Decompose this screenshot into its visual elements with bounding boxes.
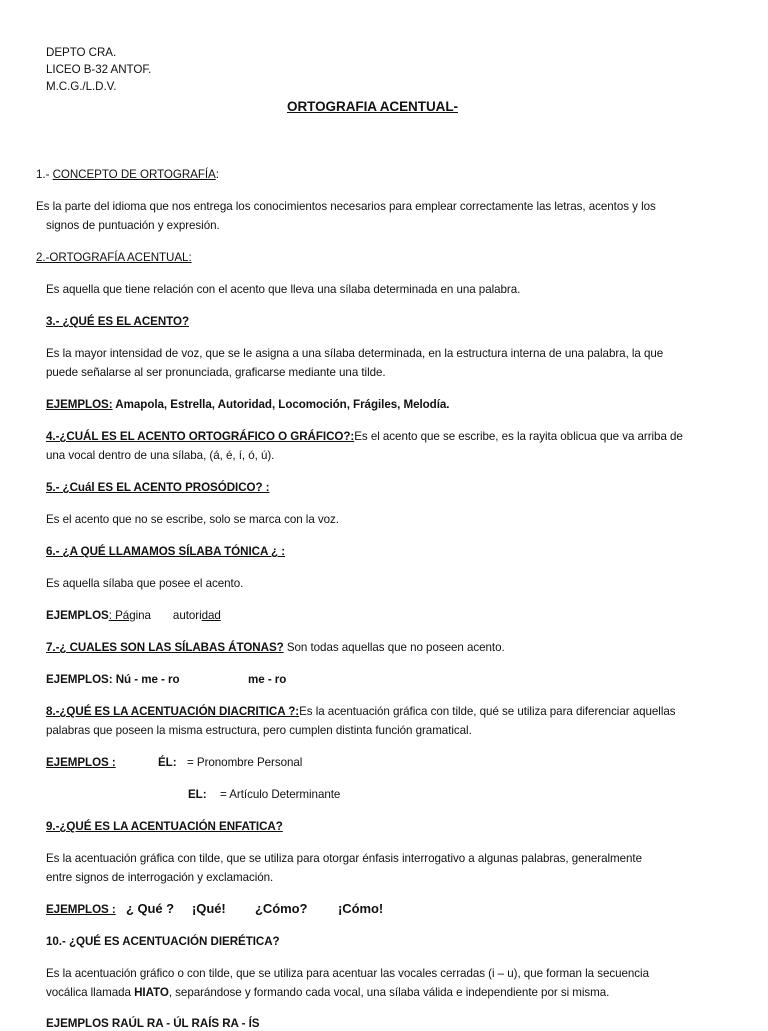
header-department: DEPTO CRA. <box>46 46 117 59</box>
section-8-example-2-definition: = Artículo Determinante <box>220 788 341 801</box>
section-4-line-1 <box>46 429 683 444</box>
section-2-text: Es aquella que tiene relación con el acento que lleva una sílaba determinada en una palabra. <box>46 283 521 296</box>
section-3-examples-text: Amapola, Estrella, Autoridad, Locomoción, Frágiles, Melodía. <box>112 398 450 411</box>
section-7-text: Son todas aquellas que no poseen acento. <box>283 641 505 654</box>
section-8-text-line-2: palabras que poseen la misma estructura, pero cumplen distinta función gramatical. <box>46 724 472 737</box>
section-7-heading: 7.-¿ CUALES SON LAS SÍLABAS ÁTONAS? <box>46 641 284 654</box>
section-9-text-line-1: Es la acentuación gráfica con tilde, que se utiliza para otorgar énfasis interrogativo a algunas palabras, generalmente <box>46 852 643 865</box>
section-5-text: Es el acento que no se escribe, solo se marca con la voz. <box>46 513 339 526</box>
section-6-example-1-tonic: : Pá <box>108 609 130 622</box>
section-10-heading: 10.- ¿QUÉ ES ACENTUACIÓN DIERÉTICA? <box>46 935 280 948</box>
section-1-number: 1.- <box>36 168 53 181</box>
section-3-heading: 3.- ¿QUÉ ES EL ACENTO? <box>46 315 189 328</box>
section-1-text-line-1: Es la parte del idioma que nos entrega los conocimientos necesarios para emplear correctamente las letras, acentos y los <box>36 200 656 213</box>
section-9-example-3: ¿Cómo? <box>255 901 308 916</box>
section-9-heading: 9.-¿QUÉ ES LA ACENTUACIÓN ENFATICA? <box>46 820 283 833</box>
section-1-text-line-2: signos de puntuación y expresión. <box>46 219 220 232</box>
section-3-examples <box>46 397 449 412</box>
section-10-text-line-2 <box>46 985 609 1000</box>
section-6-examples-label: EJEMPLOS <box>46 609 109 622</box>
section-4-text-line-2: una vocal dentro de una sílaba, (á, é, í, ó, ú). <box>46 449 275 462</box>
section-3-text-line-1: Es la mayor intensidad de voz, que se le asigna a una sílaba determinada, en la estructura interna de una palabra, la que <box>46 347 664 360</box>
section-9-example-2: ¡Qué! <box>192 901 226 916</box>
section-5-heading: 5.- ¿Cuál ES EL ACENTO PROSÓDICO? : <box>46 481 270 494</box>
section-6-heading: 6.- ¿A QUÉ LLAMAMOS SÍLABA TÓNICA ¿ : <box>46 545 286 558</box>
section-10-text-line-2-end: , separándose y formando cada vocal, una sílaba válida e independiente por si misma. <box>168 986 610 999</box>
section-10-text-line-1: Es la acentuación gráfico o con tilde, que se utiliza para acentuar las vocales cerradas (i – u), que forman la secuencia <box>46 967 649 980</box>
section-6-text: Es aquella sílaba que posee el acento. <box>46 577 244 590</box>
header-school: LICEO B-32 ANTOF. <box>46 63 152 76</box>
section-8-examples-label: EJEMPLOS : <box>46 756 116 769</box>
section-2-heading: 2.-ORTOGRAFÍA ACENTUAL: <box>36 251 192 264</box>
section-6-example-2-tonic: dad <box>201 609 221 622</box>
section-1-heading <box>36 167 219 182</box>
section-7-example-2: me - ro <box>248 673 287 686</box>
section-1-colon: : <box>215 168 219 181</box>
section-7-example-1: EJEMPLOS: Nú - me - ro <box>46 673 180 686</box>
section-8-example-2-word: EL: <box>188 788 207 801</box>
section-8-heading: 8.-¿QUÉ ES LA ACENTUACIÓN DIACRITICA ?: <box>46 705 300 718</box>
section-1-title: CONCEPTO DE ORTOGRAFÍA <box>52 168 216 181</box>
header-initials: M.C.G./L.D.V. <box>46 80 117 93</box>
section-7-line <box>46 640 505 655</box>
section-8-text-line-1: Es la acentuación gráfica con tilde, qué se utiliza para diferenciar aquellas <box>299 705 676 718</box>
section-4-heading: 4.-¿CUÁL ES EL ACENTO ORTOGRÁFICO O GRÁFICO?: <box>46 430 355 443</box>
section-8-line-1 <box>46 704 676 719</box>
section-9-example-4: ¡Cómo! <box>338 901 384 916</box>
section-6-example-2-pre: autori <box>172 609 202 622</box>
section-3-text-line-2: puede señalarse al ser pronunciada, graficarse mediante una tilde. <box>46 366 386 379</box>
section-4-text-line-1: Es el acento que se escribe, es la rayita oblicua que va arriba de <box>354 430 683 443</box>
section-9-example-1: ¿ Qué ? <box>126 901 175 916</box>
section-9-text-line-2: entre signos de interrogación y exclamación. <box>46 871 274 884</box>
section-8-example-1-definition: = Pronombre Personal <box>187 756 303 769</box>
section-3-examples-label: EJEMPLOS: <box>46 398 113 411</box>
section-9-examples-label: EJEMPLOS : <box>46 903 116 916</box>
section-6-example-1-rest: gina <box>129 609 151 622</box>
section-8-example-1-word: ÉL: <box>158 756 177 769</box>
section-10-hiato: HIATO <box>134 986 169 999</box>
section-10-text-line-2-start: vocálica llamada <box>46 986 135 999</box>
section-6-examples <box>46 608 221 623</box>
page-title: ORTOGRAFIA ACENTUAL- <box>287 99 458 114</box>
section-10-examples-partial: EJEMPLOS RAÚL RA - ÚL RAÍS RA - ÍS <box>46 1017 260 1030</box>
